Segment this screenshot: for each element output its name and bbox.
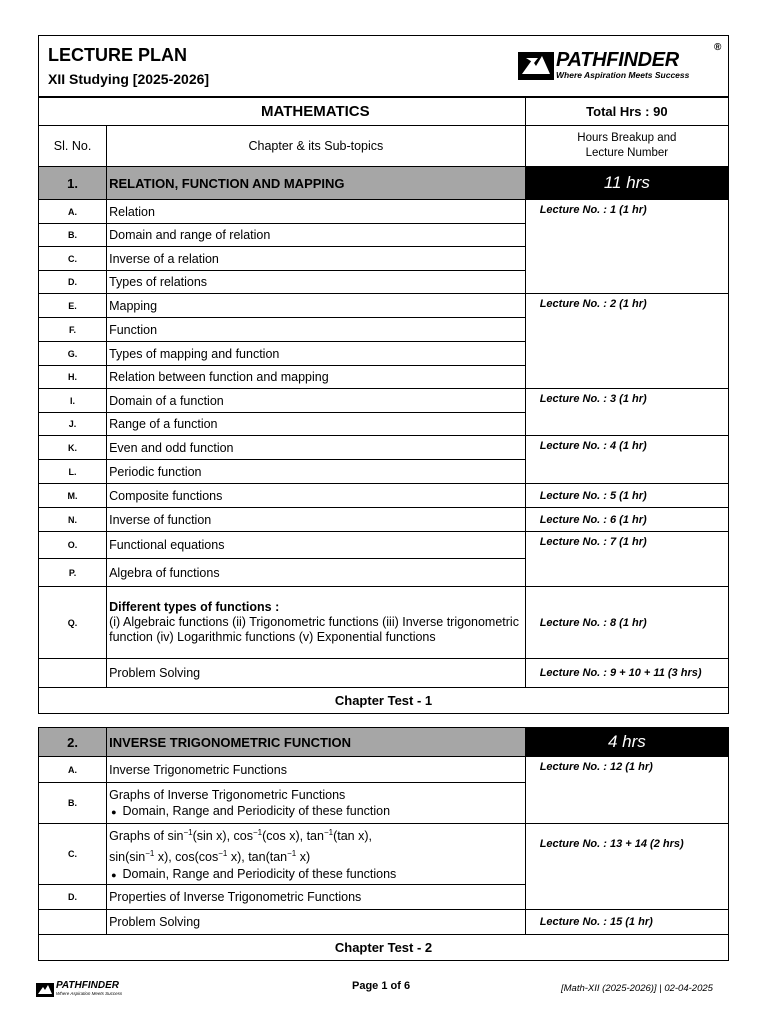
col-hours xyxy=(525,126,728,167)
row-topic-line1: Graphs of $\sin^{-1}(\sin$ x), $\cos^{-1}(\cos$ x), $\tan^{-1}(\tan$ x), xyxy=(109,828,372,844)
col-hours-line2: Lecture Number xyxy=(585,147,669,159)
chapter-test-row xyxy=(39,935,729,961)
row-topic: Functional equations xyxy=(107,532,526,559)
row-letter: Q. xyxy=(39,587,107,659)
lecture-cell: Lecture No. : 7 (1 hr) xyxy=(525,532,728,587)
footer-tagline: Where Aspiration Meets Success xyxy=(56,991,123,996)
row-letter: K. xyxy=(39,436,107,460)
row-topic: Function xyxy=(107,318,526,342)
table-row xyxy=(39,436,729,460)
row-letter: L. xyxy=(39,460,107,484)
chapter-2-header xyxy=(39,728,729,757)
row-topic: Types of relations xyxy=(107,271,526,294)
row-topic xyxy=(107,587,526,659)
row-letter: C. xyxy=(39,824,107,885)
chapter-test-label: Chapter Test - 1 xyxy=(39,688,729,714)
footer-reference: [Math-XII (2025-2026)] | 02-04-2025 xyxy=(561,983,713,994)
lecture-cell: Lecture No. : 5 (1 hr) xyxy=(525,484,728,508)
table-row xyxy=(39,757,729,783)
logo-brand: PATHFINDER xyxy=(556,49,679,71)
page-title: LECTURE PLAN xyxy=(48,45,187,65)
row-topic xyxy=(107,824,526,885)
row-topic-bullet: ● Domain, Range and Periodicity of these function xyxy=(109,803,525,820)
row-letter: E. xyxy=(39,294,107,318)
row-topic: Domain and range of relation xyxy=(107,224,526,247)
row-topic: Inverse Trigonometric Functions xyxy=(107,757,526,783)
row-topic: Range of a function xyxy=(107,413,526,436)
row-topic: Problem Solving xyxy=(107,659,526,688)
col-sl-no: Sl. No. xyxy=(39,126,107,167)
chapter-2-number: 2. xyxy=(39,728,107,757)
subject-row xyxy=(39,97,729,126)
lecture-cell: Lecture No. : 12 (1 hr) xyxy=(525,757,728,824)
logo-tagline: Where Aspiration Meets Success xyxy=(556,70,690,80)
footer-logo xyxy=(36,979,122,999)
col-hours-line1: Hours Breakup and xyxy=(577,132,677,144)
row-letter: I. xyxy=(39,389,107,413)
row-topic: Relation between function and mapping xyxy=(107,366,526,389)
row-letter: A. xyxy=(39,757,107,783)
row-topic: Composite functions xyxy=(107,484,526,508)
row-topic xyxy=(107,783,526,824)
header-box xyxy=(38,35,729,98)
pathfinder-logo xyxy=(518,42,724,84)
chapter-1-number: 1. xyxy=(39,167,107,200)
table-row xyxy=(39,200,729,224)
row-topic: Relation xyxy=(107,200,526,224)
lecture-cell: Lecture No. : 4 (1 hr) xyxy=(525,436,728,484)
row-topic: Problem Solving xyxy=(107,910,526,935)
row-letter: D. xyxy=(39,885,107,910)
row-letter: P. xyxy=(39,559,107,587)
row-topic: Types of mapping and function xyxy=(107,342,526,366)
chapter-2-hours: 4 hrs xyxy=(525,728,728,757)
lecture-cell: Lecture No. : 13 + 14 (2 hrs) xyxy=(525,824,728,910)
subject-title: MATHEMATICS xyxy=(39,97,526,126)
page-subtitle: XII Studying [2025-2026] xyxy=(48,71,210,87)
chapter-1-title: RELATION, FUNCTION AND MAPPING xyxy=(107,167,526,200)
row-letter xyxy=(39,659,107,688)
row-letter: G. xyxy=(39,342,107,366)
table-row xyxy=(39,659,729,688)
total-hours: Total Hrs : 90 xyxy=(525,97,728,126)
row-topic: Algebra of functions xyxy=(107,559,526,587)
row-letter xyxy=(39,910,107,935)
lecture-cell: Lecture No. : 3 (1 hr) xyxy=(525,389,728,436)
row-letter: J. xyxy=(39,413,107,436)
row-letter: N. xyxy=(39,508,107,532)
table-row xyxy=(39,294,729,318)
row-letter: H. xyxy=(39,366,107,389)
row-topic: Properties of Inverse Trigonometric Functions xyxy=(107,885,526,910)
row-topic-line2: $\sin(\sin^{-1}$ x), $\cos(\cos^{-1}$ x), $\tan(\tan^{-1}$ x) xyxy=(109,849,311,865)
lecture-cell: Lecture No. : 8 (1 hr) xyxy=(525,587,728,659)
lecture-cell: Lecture No. : 2 (1 hr) xyxy=(525,294,728,389)
column-header-row xyxy=(39,126,729,167)
table-row xyxy=(39,484,729,508)
col-chapter: Chapter & its Sub-topics xyxy=(107,126,526,167)
row-topic: Domain of a function xyxy=(107,389,526,413)
row-letter: C. xyxy=(39,247,107,271)
pathfinder-emblem-icon xyxy=(36,982,54,997)
pathfinder-emblem-icon xyxy=(518,50,554,80)
row-topic-detail: (i) Algebraic functions (ii) Trigonometric functions (iii) Inverse trigonometric function (iv) Logarithmic functions (v) Exponential functions xyxy=(109,615,519,644)
chapter-2-title: INVERSE TRIGONOMETRIC FUNCTION xyxy=(107,728,526,757)
row-letter: M. xyxy=(39,484,107,508)
chapter-1-hours: 11 hrs xyxy=(525,167,728,200)
lecture-cell: Lecture No. : 15 (1 hr) xyxy=(525,910,728,935)
row-topic-heading: Graphs of Inverse Trigonometric Functions xyxy=(109,787,346,802)
row-topic: Periodic function xyxy=(107,460,526,484)
row-topic: Even and odd function xyxy=(107,436,526,460)
chapter-test-label: Chapter Test - 2 xyxy=(39,935,729,961)
row-letter: F. xyxy=(39,318,107,342)
table-row xyxy=(39,532,729,559)
table-row xyxy=(39,587,729,659)
chapter-1-table xyxy=(38,96,729,714)
table-row xyxy=(39,508,729,532)
registered-mark: ® xyxy=(714,42,722,53)
chapter-1-header xyxy=(39,167,729,200)
row-letter: B. xyxy=(39,224,107,247)
table-row xyxy=(39,824,729,885)
table-row xyxy=(39,910,729,935)
row-letter: A. xyxy=(39,200,107,224)
row-topic: Inverse of a relation xyxy=(107,247,526,271)
row-topic: Mapping xyxy=(107,294,526,318)
lecture-cell: Lecture No. : 9 + 10 + 11 (3 hrs) xyxy=(525,659,728,688)
row-topic: Inverse of function xyxy=(107,508,526,532)
page-number: Page 1 of 6 xyxy=(352,980,411,992)
row-letter: B. xyxy=(39,783,107,824)
row-letter: D. xyxy=(39,271,107,294)
lecture-cell: Lecture No. : 1 (1 hr) xyxy=(525,200,728,294)
row-letter: O. xyxy=(39,532,107,559)
table-row xyxy=(39,389,729,413)
chapter-test-row xyxy=(39,688,729,714)
row-topic-bullet: ● Domain, Range and Periodicity of these functions xyxy=(109,866,525,884)
chapter-2-table xyxy=(38,727,729,961)
lecture-cell: Lecture No. : 6 (1 hr) xyxy=(525,508,728,532)
row-topic-heading: Different types of functions : xyxy=(109,600,280,614)
footer-brand: PATHFINDER xyxy=(56,980,119,991)
